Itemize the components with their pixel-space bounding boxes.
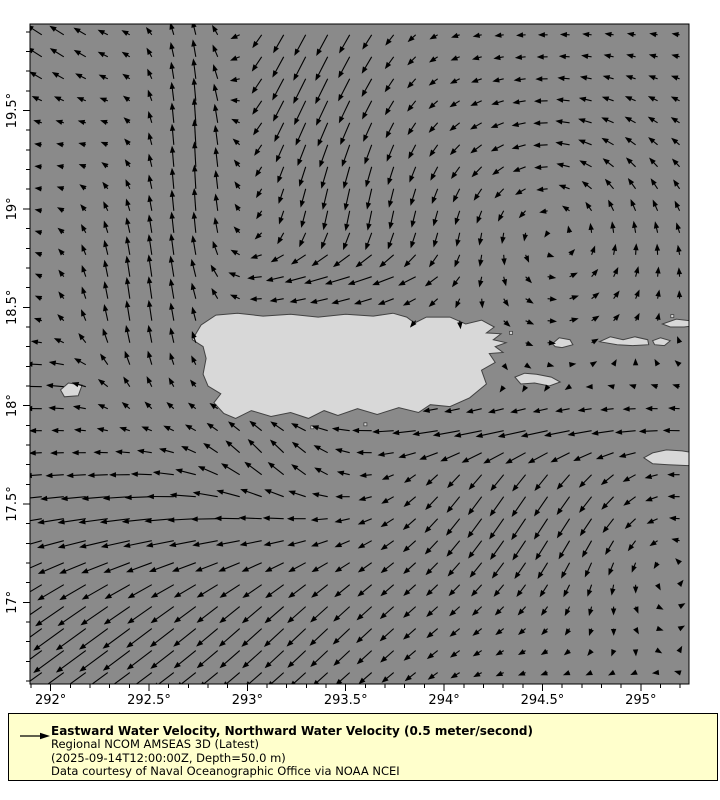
legend-attribution: Data courtesy of Naval Oceanographic Office via NOAA NCEI <box>51 764 400 778</box>
legend-title: Eastward Water Velocity, Northward Water Velocity (0.5 meter/second) <box>51 724 533 738</box>
y-tick-label: 18° <box>5 394 20 418</box>
x-tick-label: 293° <box>231 693 264 708</box>
reference-arrow-icon <box>19 731 51 741</box>
y-tick-label: 17° <box>5 590 20 614</box>
x-tick-label: 295° <box>625 693 657 708</box>
land-speck <box>671 315 674 318</box>
x-tick-label: 292° <box>34 693 67 708</box>
land-puerto-rico <box>192 313 506 418</box>
y-tick-label: 18.5° <box>5 289 20 326</box>
legend-text-block <box>51 724 533 779</box>
x-tick-label: 294.5° <box>520 693 565 708</box>
x-tick-label: 294° <box>428 693 460 708</box>
y-tick-label: 17.5° <box>5 486 20 522</box>
y-tick-label: 19.5° <box>5 92 20 129</box>
land-speck <box>509 331 512 334</box>
y-tick-label: 19° <box>5 197 20 221</box>
legend-box <box>8 713 718 781</box>
land-speck <box>364 423 367 426</box>
legend-dataset: Regional NCOM AMSEAS 3D (Latest) <box>51 737 260 751</box>
x-tick-label: 293.5° <box>323 693 368 708</box>
land-virgin-gorda <box>692 313 704 318</box>
x-tick-label: 292.5° <box>127 693 171 708</box>
legend-time-depth: (2025-09-14T12:00:00Z, Depth=50.0 m) <box>51 750 286 765</box>
